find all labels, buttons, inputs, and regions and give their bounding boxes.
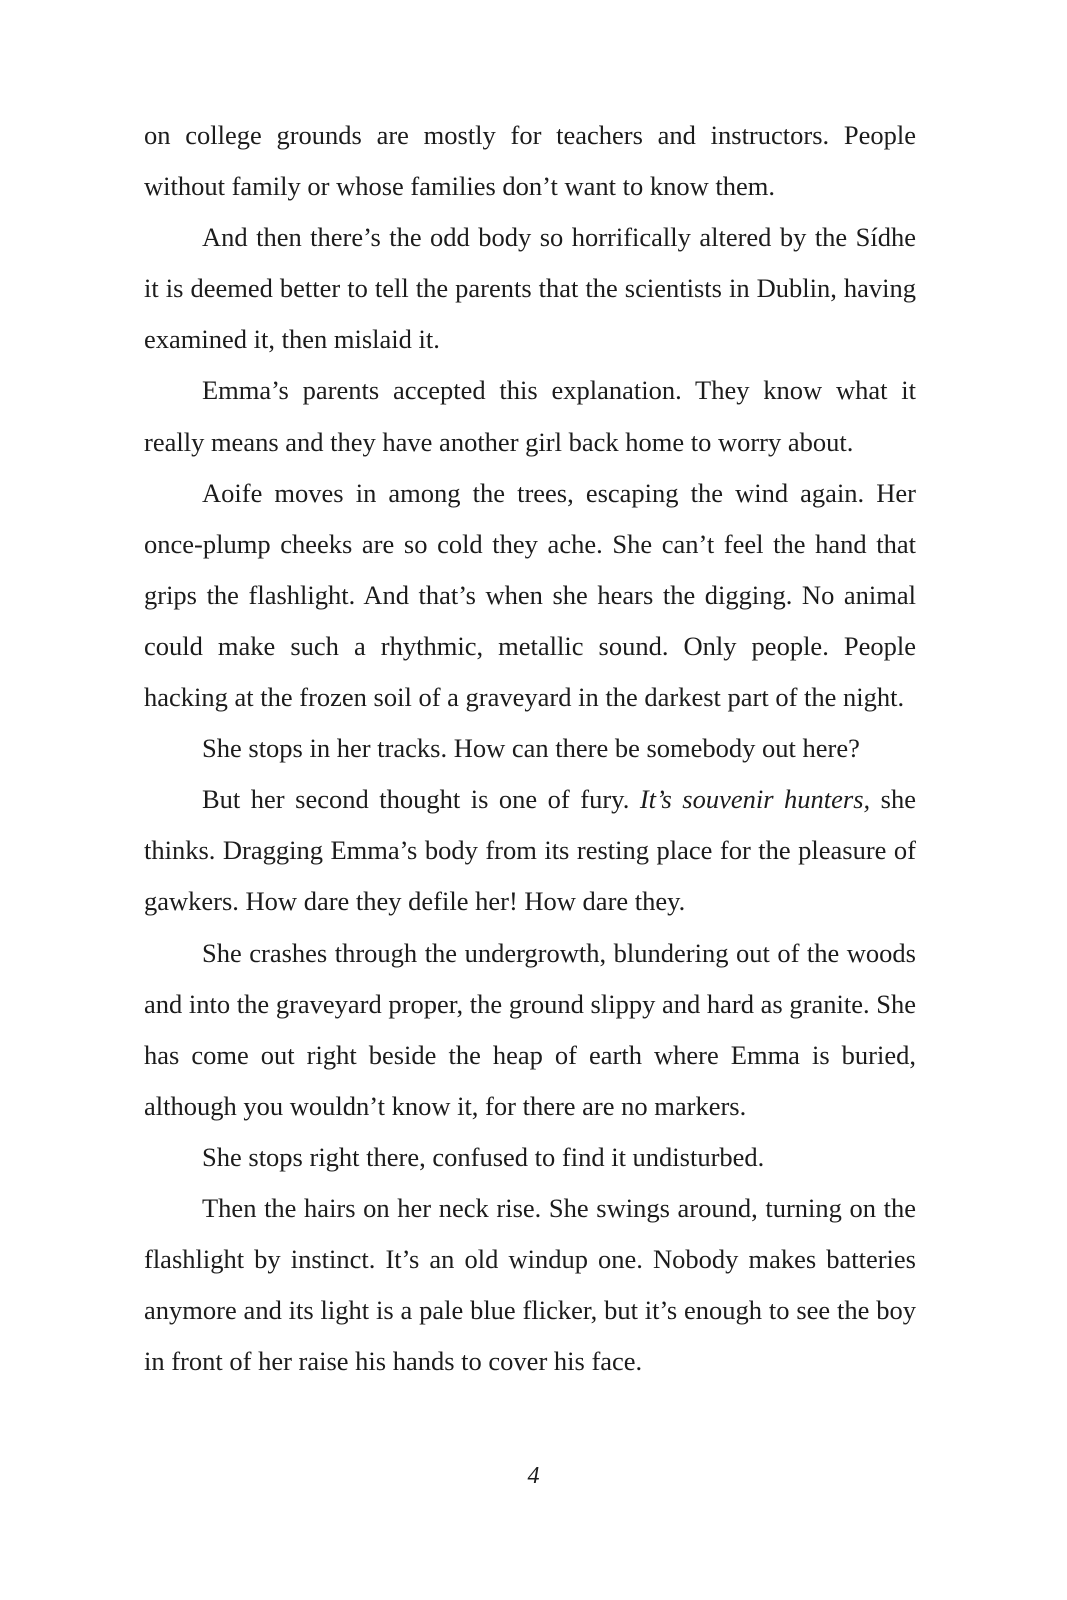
paragraph: She stops right there, confused to find it undisturbed. xyxy=(202,1141,765,1172)
paragraph: Emma’s parents accepted this explanation. They know what it really means and they have another girl back home to worry about. xyxy=(144,375,916,457)
page-number: 4 xyxy=(527,1463,540,1489)
paragraph: She crashes through the undergrowth, blundering out of the woods and into the graveyard proper, the ground slippy and hard as granite. She has come out right beside the heap of earth where Emma is buried, although you wouldn’t know it, for there are no markers. xyxy=(144,937,916,1121)
paragraph: And then there’s the odd body so horrifically altered by the Sídhe it is deemed better to tell the parents that the scientists in Dublin, having examined it, then mislaid it. xyxy=(144,222,916,355)
paragraph: Aoife moves in among the trees, escaping the wind again. Her once-plump cheeks are so cold they ache. She can’t feel the hand that grips the flashlight. And that’s when she hears the digging. No animal could make such a rhythmic, metallic sound. Only people. People hacking at the frozen soil of a graveyard in the darkest part of the night. xyxy=(144,477,916,713)
italic-phrase: It’s souvenir hunters, xyxy=(639,784,871,815)
paragraph: Then the hairs on her neck rise. She swings around, turning on the flashlight by instinct. It’s an old windup one. Nobody makes batteries anymore and its light is a pale blue flicker, but it’s enough to see the boy in front of her raise his hands to cover his face. xyxy=(144,1192,916,1377)
paragraph: She stops in her tracks. How can there be somebody out here? xyxy=(202,733,860,764)
body-text xyxy=(144,110,916,1387)
paragraph xyxy=(144,774,916,927)
paragraph-text: But her second thought is one of fury. xyxy=(202,784,640,815)
paragraph: on college grounds are mostly for teachers and instructors. People without family or whose families don’t want to know them. xyxy=(144,120,916,202)
paragraph-text: she thinks. Dragging Emma’s body from its resting place for the pleasure of gawkers. How dare they defile her! How dare they. xyxy=(144,784,917,917)
